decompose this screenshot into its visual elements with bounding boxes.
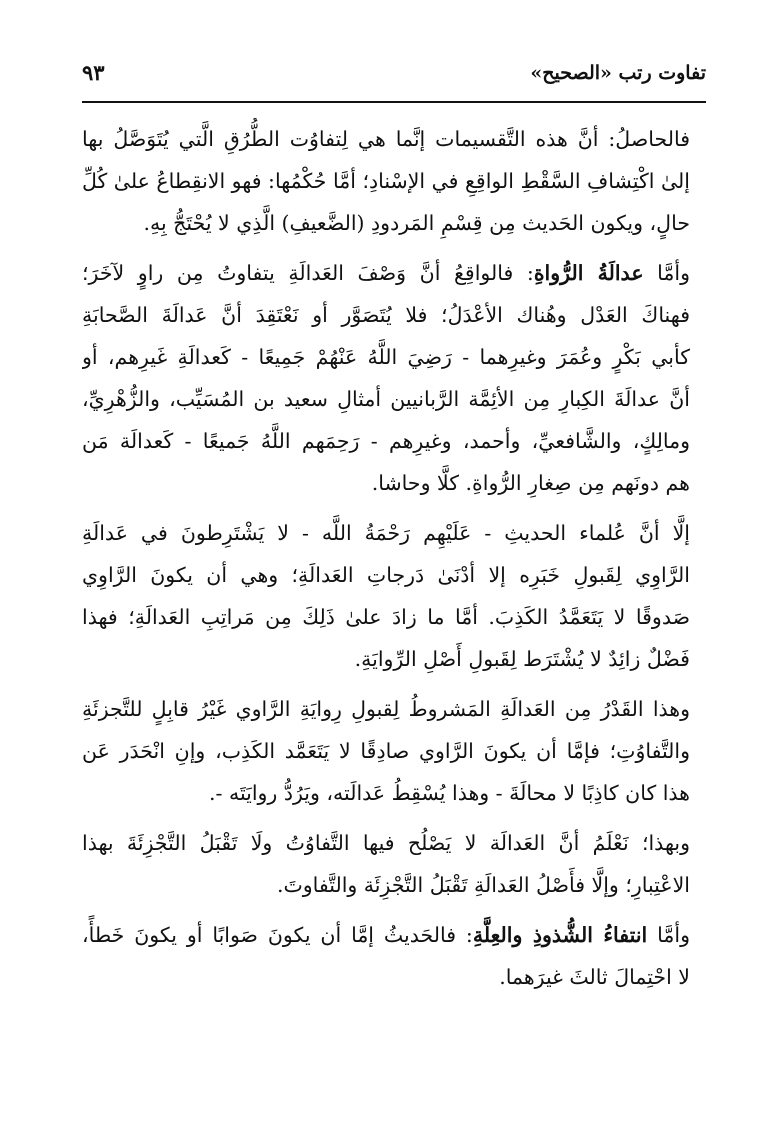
text-line: إلىٰ اكْتِشافِ السَّقْطِ الواقِعِ في الإسْنادِ؛ أمَّا حُكْمُها: فهو الانقِطاعُ علىٰ كُلِّ bbox=[82, 169, 690, 193]
text-line: وهذا القَدْرُ مِن العَدالَةِ المَشروطُ لِقبولِ رِوايَةِ الرَّاوي غَيْرُ قابِلٍ للتَّجزئَةِ bbox=[82, 697, 690, 721]
section-term: انتفاءُ الشُّذوذِ والعِلَّةِ bbox=[472, 923, 648, 947]
text-line: أنَّ عدالَةَ الكِبارِ مِن الأئِمَّة الرَّبانيين أمثالِ سعيد بن المُسَيِّب، والزُّهْرِيِّ، bbox=[82, 387, 690, 411]
running-title: تفاوت رتب «الصحيح» bbox=[530, 62, 706, 84]
text-line: هم دونَهم مِن صِغارِ الرُّواةِ. كلَّا وحاشا. bbox=[371, 471, 690, 495]
paragraph-lead: وأمَّا bbox=[657, 261, 690, 285]
text-line: الاعْتِبارِ؛ وإلَّا فأَصْلُ العَدالَةِ تَقْبَلُ التَّجْزِئَة والتَّفاوتَ. bbox=[276, 873, 690, 897]
text-line bbox=[82, 252, 706, 294]
text-line: حالٍ، ويكون الحَديث مِن قِسْمِ المَردودِ (الضَّعيفِ) الَّذِي لا يُحْتَجُّ بِهِ. bbox=[143, 211, 690, 235]
page-number: ٩٣ bbox=[82, 60, 105, 85]
text-line: والتَّفاوُتِ؛ فإمَّا أن يكونَ الرَّاوي صادِقًا لا يَتَعَمَّد الكَذِب، وإنِ انْحَدَر عَن bbox=[82, 739, 690, 763]
paragraph-narrator-integrity bbox=[82, 252, 706, 504]
paragraph-scholars-condition bbox=[82, 512, 706, 680]
header-divider bbox=[82, 101, 706, 103]
paragraph-summary bbox=[82, 822, 706, 906]
paragraph-conclusion bbox=[82, 118, 706, 244]
main-text bbox=[82, 118, 706, 1006]
paragraph-indivisibility bbox=[82, 688, 706, 814]
text-line: فهناكَ العَدْل وهُناك الأعْدَلُ؛ فلا يُتَصَوَّر أو نَعْتَقِدَ أنَّ عَدالَةَ الصَّحابَةِ bbox=[82, 303, 690, 327]
text-line: الرَّاوِي لِقَبولِ خَبَرِه إلا أدْنَىٰ دَرجاتِ العَدالَةِ؛ وهي أن يكونَ الرَّاوِي bbox=[82, 563, 690, 587]
text-line: صَدوقًا لا يَتَعَمَّدُ الكَذِبَ. أمَّا ما زادَ علىٰ ذَلِكَ مِن مَراتِبِ العَدالَةِ؛ فهذا bbox=[82, 605, 690, 629]
page-header bbox=[82, 56, 706, 100]
text-line: إلَّا أنَّ عُلماء الحديثِ - عَلَيْهِم رَحْمَةُ اللَّه - لا يَشْتَرِطونَ في عَدالَةِ bbox=[82, 521, 690, 545]
text-line: هذا كان كاذِبًا لا محالَةَ - وهذا يُسْقِطُ عَدالَته، ويَرُدُّ روايَتَه -. bbox=[209, 781, 690, 805]
text-run: : فالحَديثُ إمَّا أن يكونَ صَوابًا أو يكونَ خَطأً، bbox=[82, 923, 473, 947]
text-line bbox=[82, 914, 706, 956]
paragraph-lead: وأمَّا bbox=[657, 923, 690, 947]
text-line: كأبي بَكْرٍ وعُمَرَ وغيرِهما - رَضِيَ اللَّهُ عَنْهُمْ جَمِيعًا - كَعدالَةِ غَيرِهم، أو bbox=[82, 345, 690, 369]
section-term: عدالَةُ الرُّواةِ bbox=[533, 261, 644, 285]
text-line: فالحاصلُ: أنَّ هذه التَّقسيمات إنَّما هي لِتفاوُت الطُّرُقِ الَّتي يُتَوَصَّلُ بها bbox=[82, 127, 690, 151]
text-run: : فالواقِعُ أنَّ وَصْفَ العَدالَةِ يتفاوتُ مِن راوٍ لآخَرَ؛ bbox=[82, 261, 534, 285]
text-line: وبهذا؛ نَعْلَمُ أنَّ العَدالَة لا يَصْلُح فيها التَّفاوُتُ ولَا تَقْبَلُ التَّجْزِئَةَ بهذا bbox=[82, 831, 690, 855]
text-line: ومالِكٍ، والشَّافعيِّ، وأحمد، وغيرِهم - رَحِمَهم اللَّهُ جَميعًا - كَعدالَة مَن bbox=[82, 429, 690, 453]
text-line: فَضْلٌ زائِدٌ لا يُشْتَرَط لِقَبولِ أَصْلِ الرِّوايَةِ. bbox=[354, 647, 690, 671]
text-line: لا احْتِمالَ ثالثَ غيرَهما. bbox=[499, 965, 690, 989]
paragraph-anomaly-defect bbox=[82, 914, 706, 998]
